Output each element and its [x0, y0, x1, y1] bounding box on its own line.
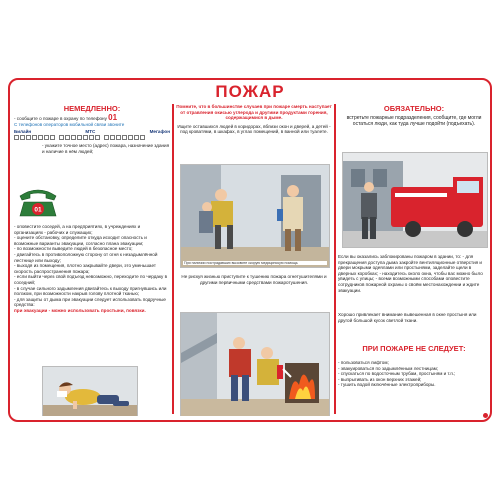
rescue-illustration — [180, 164, 330, 268]
dont-item: - спускаться по водосточным трубам, простыням и т.п.; — [338, 371, 456, 377]
column-remember — [176, 104, 332, 416]
operator-3: Мегафон — [149, 129, 170, 135]
left-bullet: при эвакуации - можно использовать простыни, повязки. — [14, 307, 146, 313]
dont-item: - пользоваться лифтом; — [338, 360, 389, 365]
column-immediately — [14, 104, 170, 416]
ambulance-caption: При наличии пострадавших вызовите скорую медицинскую помощь — [183, 261, 327, 265]
left-bullet: - по возможности выведите людей в безопасное место; — [14, 246, 133, 252]
extinguishing-illustration — [180, 312, 330, 416]
fire-safety-poster — [8, 78, 492, 422]
crawling-person-image — [43, 367, 138, 416]
operator-2: МТС — [85, 129, 96, 135]
donts-list — [338, 360, 490, 388]
left-bullet: - если выйти через свой подъезд невозможно, переходите по чердаку в соседний; — [14, 274, 168, 285]
remember-intro: Помните, что в большинстве случаев при пожаре смерть наступает от отравления окисью углерода и другими продуктами горения, содержащимися в дыме. — [176, 104, 332, 121]
column-mandatory — [338, 104, 490, 416]
operator-list — [14, 129, 170, 134]
extinguishing-image — [181, 313, 330, 416]
left-bullet: - выходя из помещения, плотно закрывайте двери, это уменьшает скорость распространения пожара; — [14, 263, 156, 274]
report-line: - сообщите о пожаре в охрану по телефону 01 — [14, 113, 118, 122]
left-bullet: - для защиты от дыма при эвакуации следует использовать подручные средства: — [14, 296, 166, 308]
operator-digit-boxes — [14, 135, 170, 140]
divider-left — [172, 104, 174, 414]
telephone-icon — [16, 184, 60, 220]
left-bullet: - оцените обстановку, определите откуда исходит опасность и возможные варианты эвакуации, согласно плана эвакуации; — [14, 235, 147, 246]
towel-hint-text: Хорошо привлекает внимание вывешенная в окне простыня или другой большой кусок светлой ткани. — [338, 312, 477, 323]
extinguish-text: Не рискуя жизнью приступите к тушению пожара огнетушителями и другими первичными средствами пожаротушения. — [181, 274, 327, 285]
left-bullet-list — [14, 224, 170, 314]
divider-right — [334, 104, 336, 414]
svg-text:01: 01 — [34, 206, 42, 214]
emergency-number: 01 — [108, 113, 118, 122]
dont-item: - эвакуироваться по задымлённым лестницам; — [338, 365, 439, 371]
search-people-text: Ищите оставшихся людей в коридорах, вблизи окон и дверей, а детей - под кроватями, в шкафах, в углах помещений, в ванной или туалете. — [177, 123, 331, 135]
left-bullet: - оповестите соседей, а на предприятиях, в учреждениях и организациях - рабочих и служащих; — [14, 224, 141, 235]
heading-mandatory: ОБЯЗАТЕЛЬНО: — [383, 104, 445, 113]
rescue-image — [181, 165, 330, 268]
dont-item: - выпрыгивать из окон верхних этажей; — [338, 376, 422, 382]
corner-dot — [483, 413, 488, 418]
heading-donts: ПРИ ПОЖАРЕ НЕ СЛЕДУЕТ: — [362, 344, 466, 353]
fire-truck-illustration — [342, 152, 488, 248]
crawling-person-illustration — [42, 366, 138, 416]
dont-item: - тушить водой включённые электроприборы. — [338, 382, 436, 388]
mobile-line: С телефонов операторов мобильной связи звоните — [14, 121, 125, 127]
heading-immediately: НЕМЕДЛЕННО: — [63, 104, 121, 113]
meet-firefighters-text: встретьте пожарные подразделения, сообщите, где могли остаться люди, как туда лучше подойти (подъехать). — [346, 115, 482, 127]
left-bullet: - двигайтесь в противоположную сторону от огня к незадымлённой лестнице или выходу; — [14, 251, 158, 263]
telephone-illustration — [16, 184, 60, 220]
poster-title: ПОЖАР — [215, 82, 285, 101]
address-line: - укажите точное место (адрес) пожара, назначение здания и наличие в нём людей; — [42, 143, 170, 154]
blocked-by-fire-text: Если вы оказались заблокированы пожаром в здании, то: - для прекращения доступа дыма закройте вентиляционные отверстия и двери мокрыми одеялами или простынями, заделайте щели в дверных коробках; - находитесь около окна, чтобы вас можно было увидеть с улицы; - всеми возможными способами оповестите сотрудников пожарной охраны о своём местонахождении и ждите эвакуации. — [338, 254, 483, 293]
operator-1: Билайн — [14, 129, 32, 135]
fire-truck-image — [343, 153, 488, 248]
left-bullet: - в случае сильного задымления двигайтесь к выходу пригнувшись или ползком, при возможности накрыв голову плотной тканью; — [14, 285, 167, 297]
